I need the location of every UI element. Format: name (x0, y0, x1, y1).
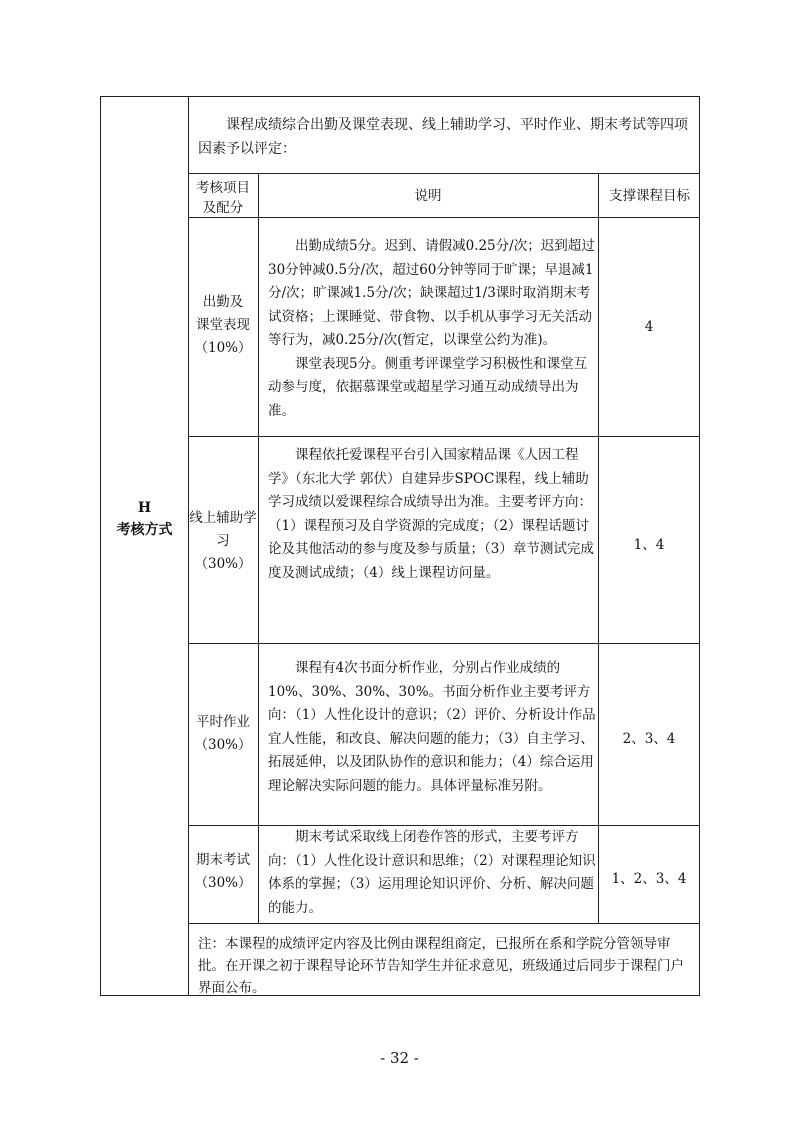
row-item-weight: （30%） (194, 875, 252, 891)
section-label (101, 497, 188, 541)
description-paragraph: 期末考试采取线上闭卷作答的形式，主要考评方向：（1）人性化设计意识和思维；（2）对课程理论知识体系的掌握；（3）运用理论知识评价、分析、解决问题的能力。 (268, 829, 596, 916)
row-item-name: 平时作业 (196, 714, 250, 730)
row-item-name: 习 (216, 533, 230, 549)
intro-text: 课程成绩综合出勤及课堂表现、线上辅助学习、平时作业、期末考试等四项因素予以评定： (198, 117, 688, 157)
note-text: 注：本课程的成绩评定内容及比例由课程组商定，已报所在系和学院分管领导审批。在开课之初于课程导论环节告知学生并征求意见，班级通过后同步于课程门户界面公布。 (198, 936, 684, 996)
row-item-weight: （30%） (194, 737, 252, 753)
header-item-line1: 考核项目 (196, 180, 250, 196)
header-item-line2: 及配分 (202, 200, 244, 216)
section-code: H (137, 500, 152, 516)
row-item (188, 711, 258, 757)
description-paragraph: 出勤成绩5分。迟到、请假减0.25分/次；迟到超过30分钟减0.5分/次，超过60分钟等同于旷课；早退减1分/次；旷课减1.5分/次；缺课超过1/3课时取消期末考试资格；上课睡觉、带食物、以手机从事学习无关活动等行为，减0.25分/次(暂定，以课堂公约为准)。 (268, 238, 595, 348)
row-item-weight: （10%） (194, 340, 252, 356)
row-target: 4 (644, 319, 654, 335)
row-target: 1、4 (633, 537, 665, 553)
header-item (188, 178, 258, 218)
row-divider (188, 643, 699, 644)
header-description: 说明 (414, 188, 442, 204)
row-target: 2、3、4 (622, 731, 676, 747)
page-number: - 32 - (380, 1049, 419, 1067)
row-item (188, 849, 258, 895)
row-item-name: 线上辅助学 (189, 510, 257, 526)
assessment-table (100, 96, 700, 996)
row-divider (188, 436, 699, 437)
row-description (268, 444, 598, 585)
description-paragraph: 课程有4次书面分析作业，分别占作业成绩的10%、30%、30%、30%。书面分析作业主要考评方向：（1）人性化设计的意识；（2）评价、分析设计作品宜人性能，和改良、解决问题的能力；（3）自主学习、拓展延伸，以及团队协作的意识和能力；（4）综合运用理论解决实际问题的能力。具体评量标准另附。 (268, 660, 596, 794)
row-item-name: 出勤及 (202, 294, 244, 310)
column-divider (258, 173, 259, 923)
description-paragraph: 课程依托爱课程平台引入国家精品课《人因工程学》（东北大学 郭伏）自建异步SPOC课程，线上辅助学习成绩以爱课程综合成绩导出为准。主要考评方向：（1）课程预习及自学资源的完成度；（2）课程话题讨论及其他活动的参与度及参与质量；（3）章节测试完成度及测试成绩；（4）线上课程访问量。 (268, 447, 594, 581)
row-divider (188, 173, 699, 174)
header-target: 支撑课程目标 (609, 188, 690, 204)
row-description (268, 657, 598, 798)
row-divider (188, 923, 699, 924)
row-item-name: 期末考试 (196, 852, 250, 868)
section-title: 考核方式 (116, 522, 173, 538)
row-divider (188, 217, 699, 218)
row-item (188, 507, 258, 576)
row-description (268, 235, 598, 423)
row-item-weight: （30%） (194, 556, 252, 572)
row-target: 1、2、3、4 (611, 871, 687, 887)
row-description (268, 826, 598, 920)
row-item (188, 291, 258, 360)
row-item-name: 课堂表现 (196, 317, 250, 333)
description-paragraph: 课堂表现5分。侧重考评课堂学习积极性和课堂互动参与度，依据慕课堂或超星学习通互动成绩导出为准。 (268, 355, 588, 419)
